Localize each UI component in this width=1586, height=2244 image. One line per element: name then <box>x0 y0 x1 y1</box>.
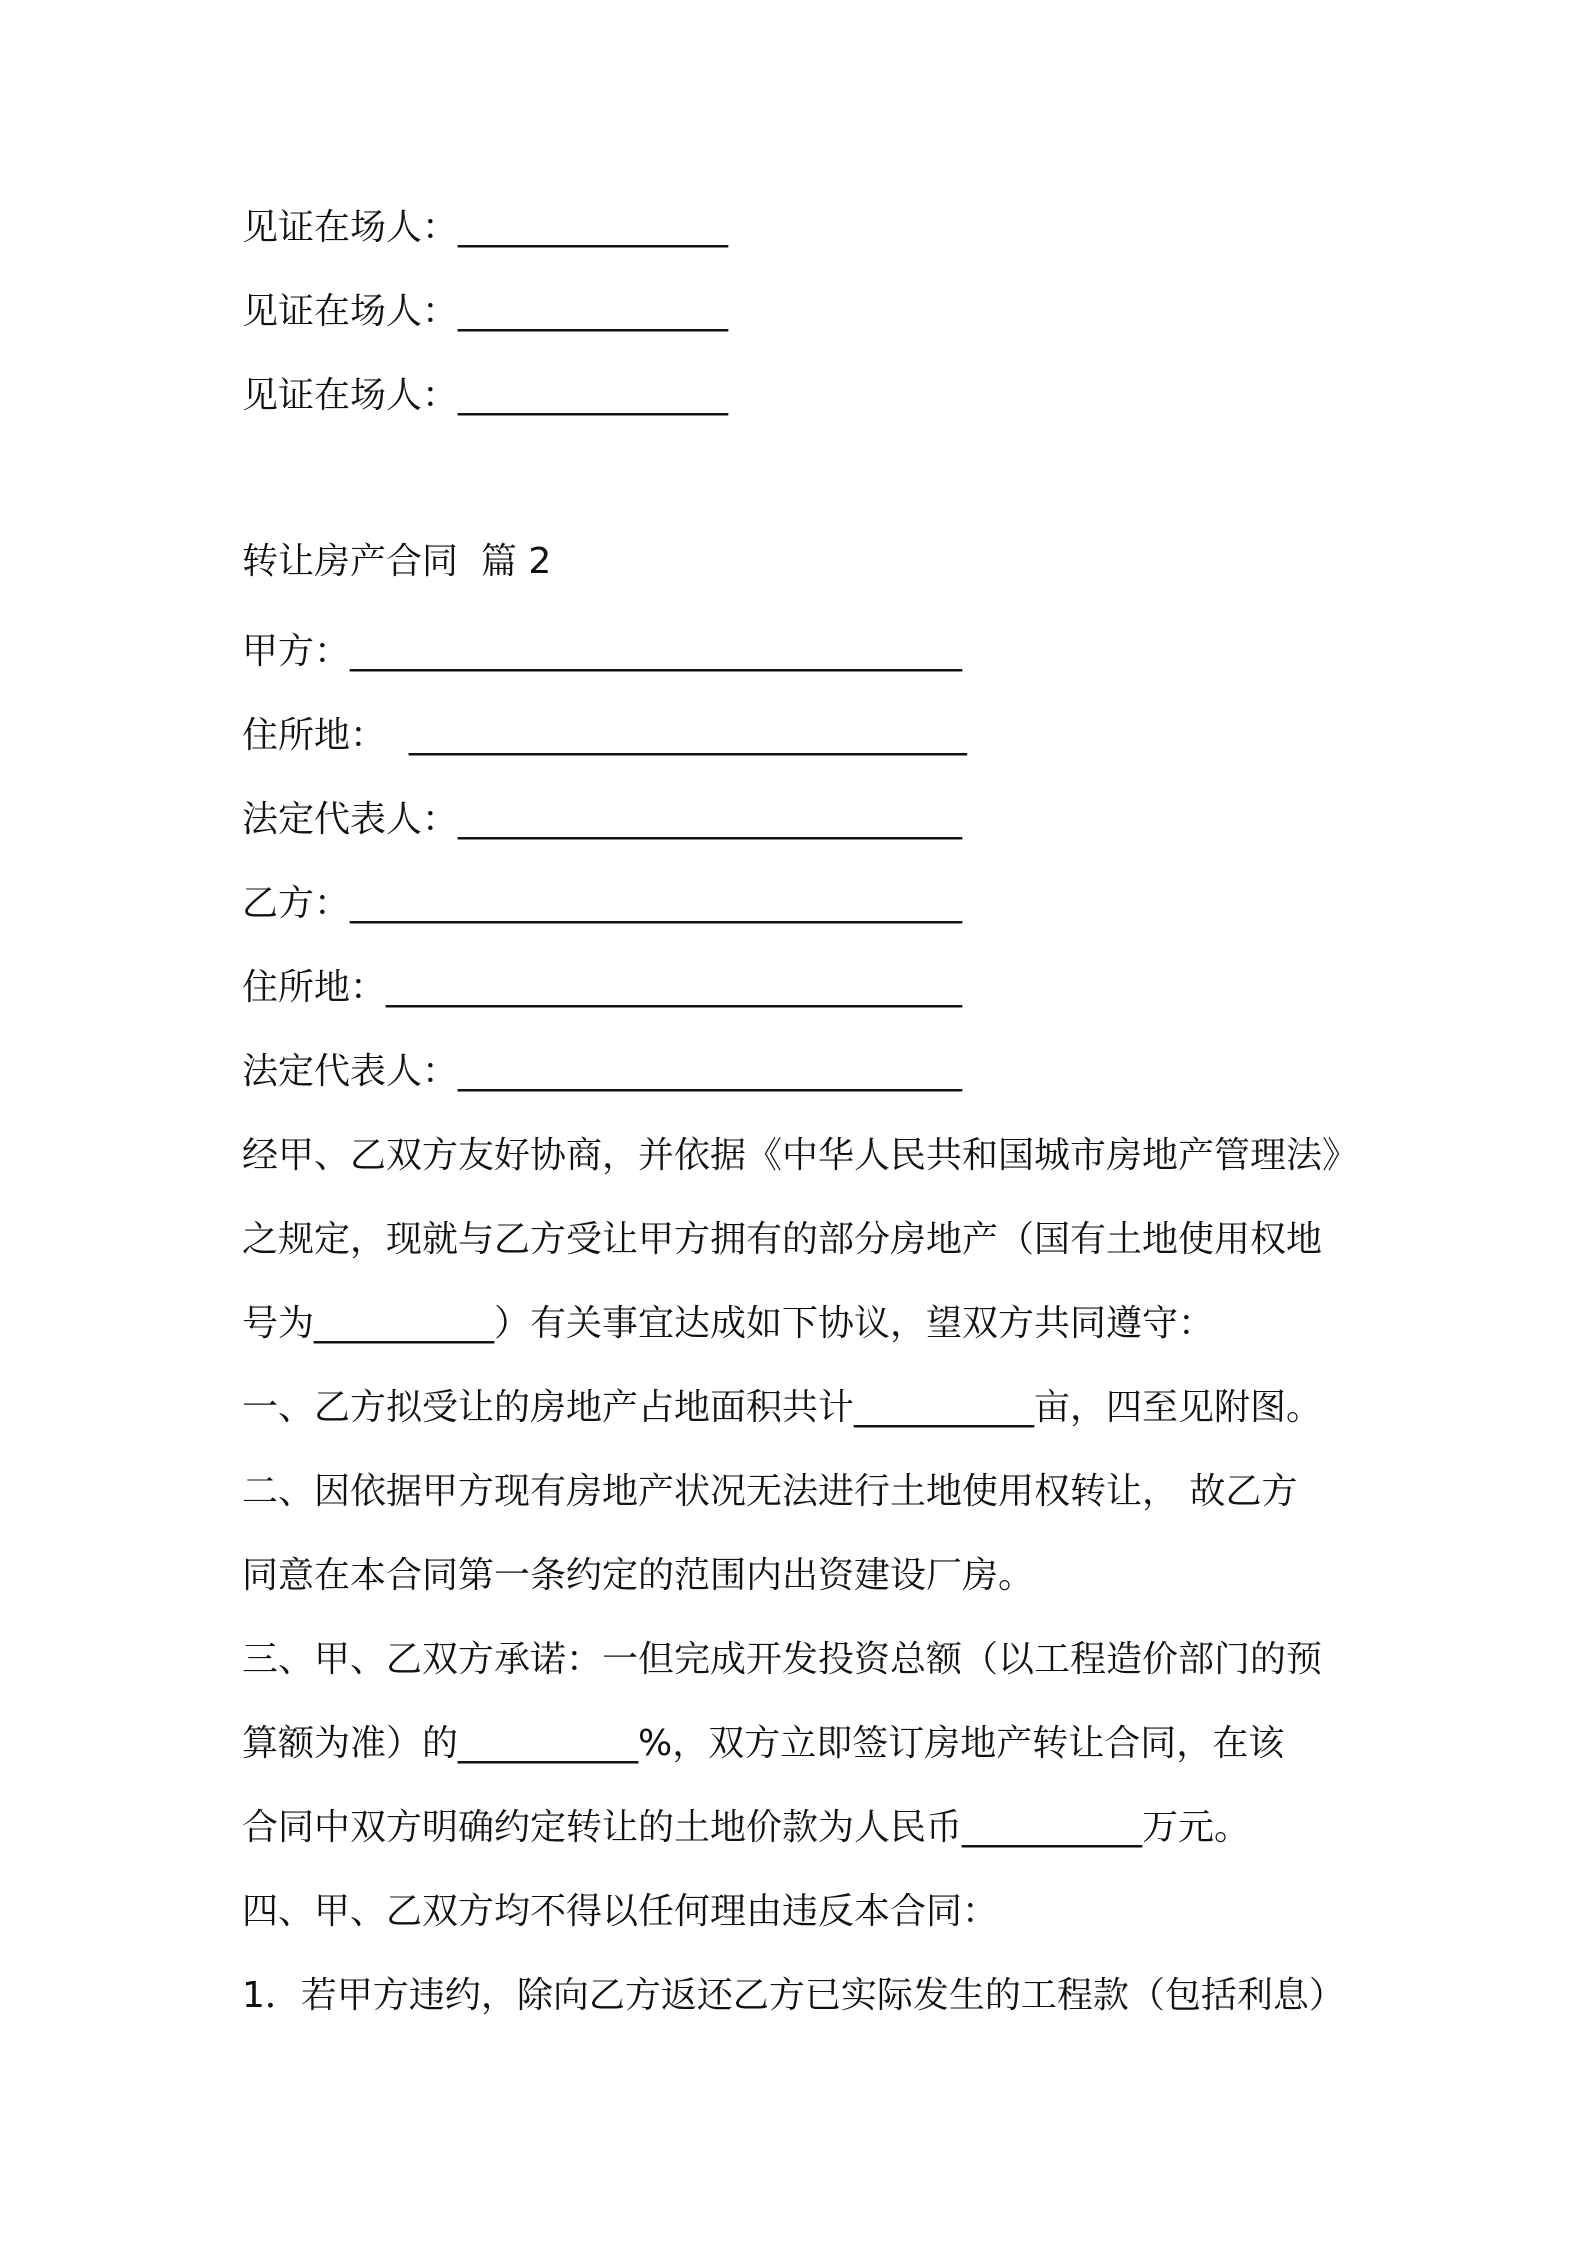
witness-line: 见证在场人：_______________ <box>242 207 729 248</box>
clause-3-line: 合同中双方明确约定转让的土地价款为人民币__________万元。 <box>242 1807 1251 1848</box>
clause-4-item-line: 1．若甲方违约，除向乙方返还乙方已实际发生的工程款（包括利息） <box>242 1975 1345 2016</box>
witness-line: 见证在场人：_______________ <box>242 375 729 416</box>
body-line: 经甲、乙双方友好协商，并依据《中华人民共和国城市房地产管理法》 <box>242 1135 1359 1176</box>
body-line: 号为__________）有关事宜达成如下协议，望双方共同遵守： <box>242 1303 1215 1344</box>
clause-3-line: 三、甲、乙双方承诺：一但完成开发投资总额（以工程造价部门的预 <box>242 1639 1323 1680</box>
clause-4-line: 四、甲、乙双方均不得以任何理由违反本合同： <box>242 1891 999 1932</box>
party-b-line: 乙方：__________________________________ <box>242 883 963 924</box>
body-line: 之规定，现就与乙方受让甲方拥有的部分房地产（国有土地使用权地 <box>242 1219 1323 1260</box>
party-b-address-line: 住所地：________________________________ <box>242 967 963 1008</box>
clause-2-line: 同意在本合同第一条约定的范围内出资建设厂房。 <box>242 1555 1035 1596</box>
clause-2-line: 二、因依据甲方现有房地产状况无法进行土地使用权转让， 故乙方 <box>242 1471 1298 1512</box>
party-b-representative-line: 法定代表人：____________________________ <box>242 1051 963 1092</box>
party-a-representative-line: 法定代表人：____________________________ <box>242 799 963 840</box>
clause-3-line: 算额为准）的__________%，双方立即签订房地产转让合同，在该 <box>242 1723 1285 1764</box>
party-a-address-line: 住所地： _______________________________ <box>242 715 967 756</box>
witness-line: 见证在场人：_______________ <box>242 291 729 332</box>
clause-1-line: 一、乙方拟受让的房地产占地面积共计__________亩，四至见附图。 <box>242 1387 1323 1428</box>
party-a-line: 甲方：__________________________________ <box>242 631 963 672</box>
section-title: 转让房产合同 篇 2 <box>242 541 552 582</box>
